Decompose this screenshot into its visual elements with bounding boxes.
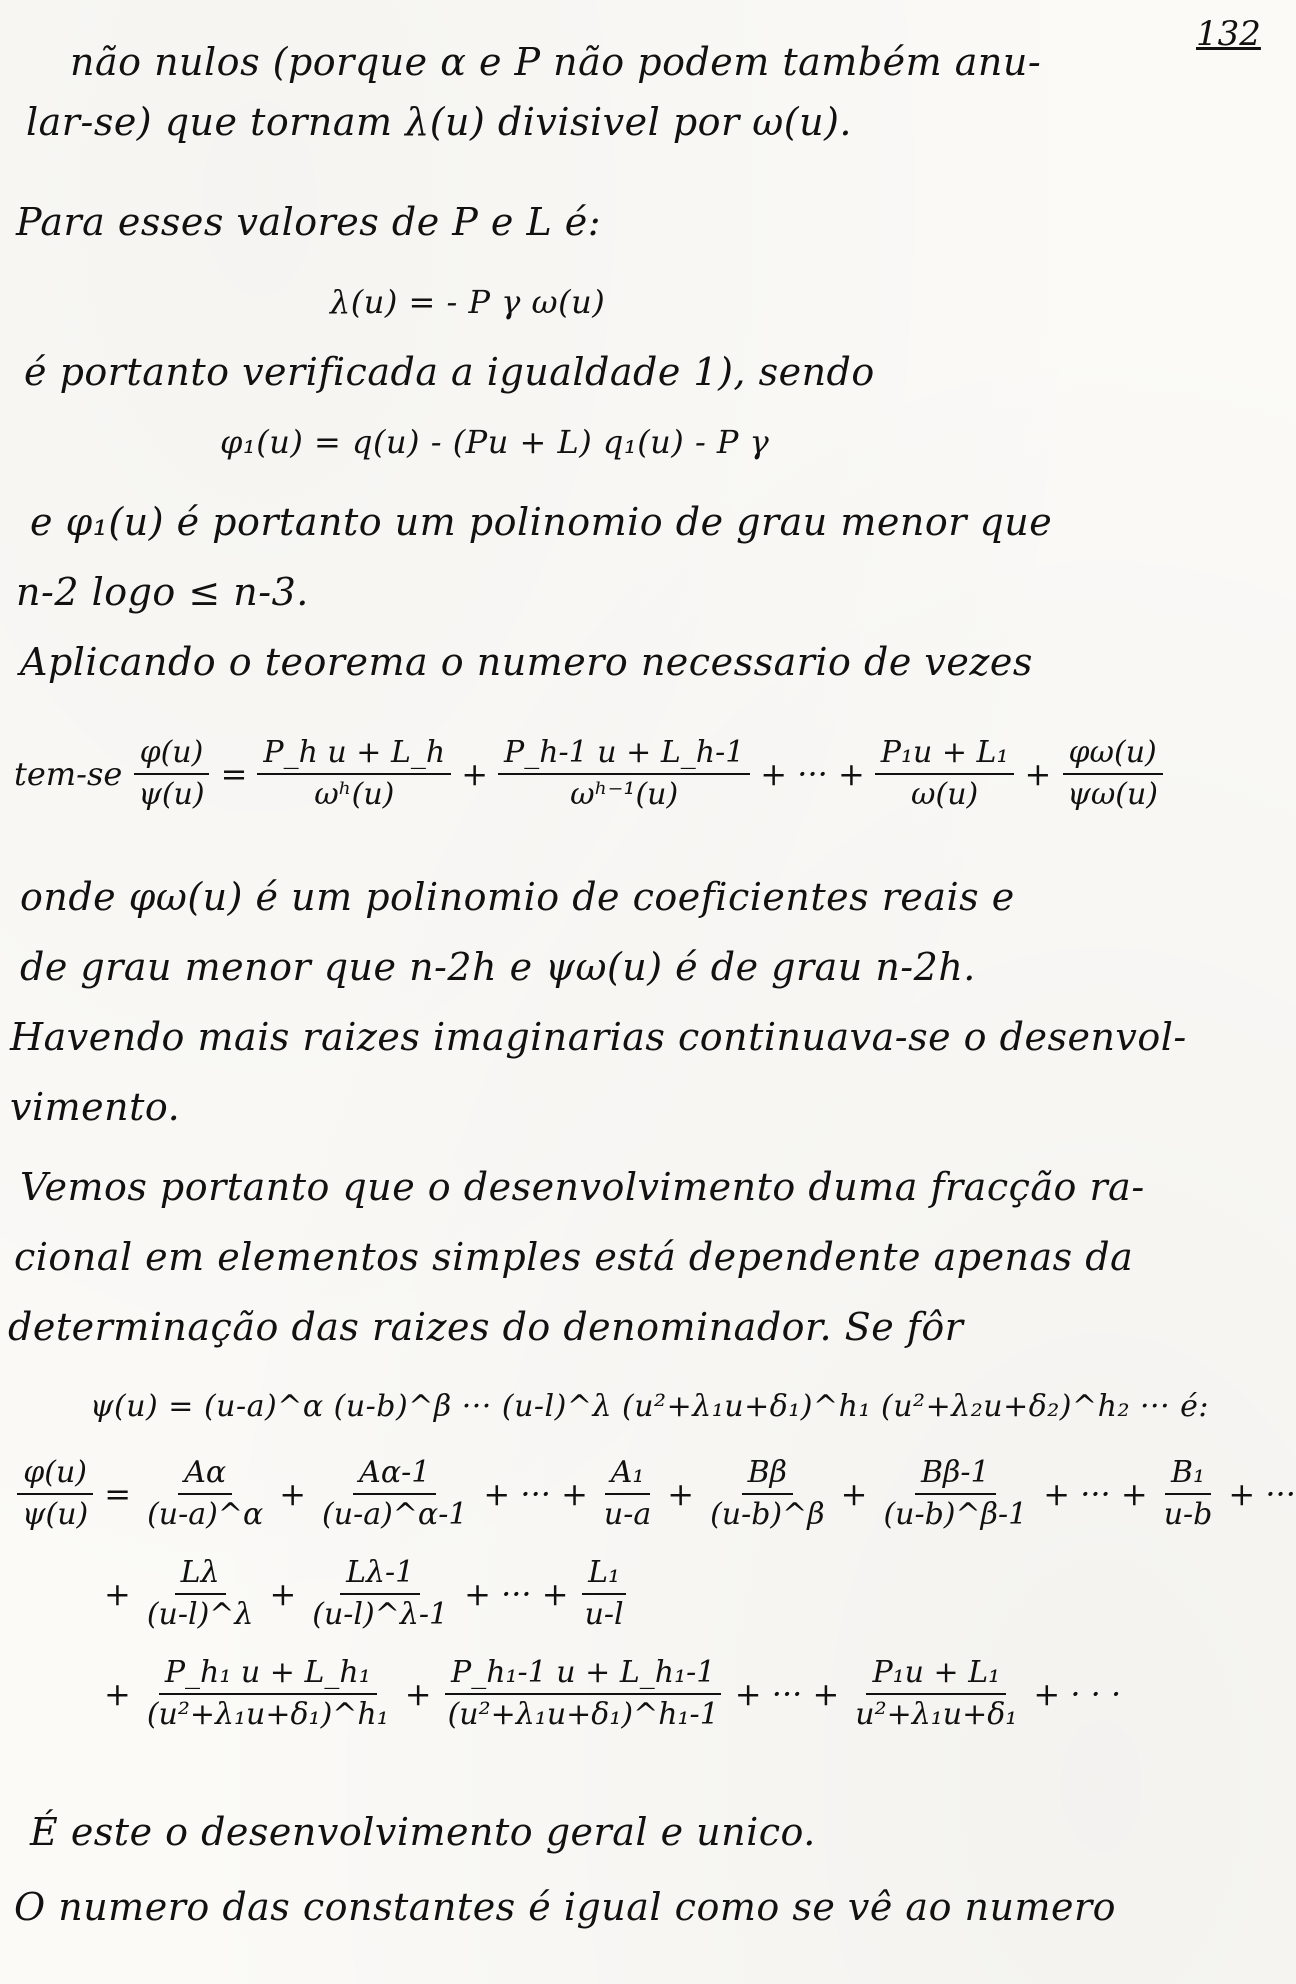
denominator: u-l	[584, 1597, 624, 1632]
denominator: (u-a)^α-1	[322, 1497, 468, 1532]
fraction	[141, 1455, 269, 1533]
fraction	[704, 1455, 831, 1533]
equation-decomposition-row3	[100, 1655, 1125, 1733]
numerator: P_h-1 u + L_h-1	[498, 735, 750, 775]
numerator: φ(u)	[17, 1455, 93, 1495]
numerator: P₁u + L₁	[875, 735, 1015, 775]
lead-word: tem-se	[14, 755, 123, 793]
numerator: φ(u)	[134, 735, 210, 775]
plus-sign: +	[279, 1475, 307, 1513]
equals-sign: =	[220, 755, 248, 793]
text-line-9: Aplicando o teorema o numero necessario de vezes	[20, 640, 1033, 684]
plus-sign: +	[404, 1675, 432, 1713]
text-line-15: cional em elementos simples está dependente apenas da	[14, 1235, 1134, 1279]
ellipsis: + ··· +	[464, 1575, 569, 1613]
fraction	[498, 735, 750, 813]
plus-sign: +	[461, 755, 489, 793]
denominator: ψ(u)	[22, 1497, 89, 1532]
text-line-1: não nulos (porque α e P não podem também anu-	[70, 40, 1042, 84]
numerator: φω(u)	[1063, 735, 1163, 775]
denominator: ω(u)	[911, 777, 979, 812]
numerator: A₁	[605, 1455, 651, 1495]
fraction	[306, 1555, 454, 1633]
denominator: ωʰ⁻¹(u)	[570, 777, 679, 812]
denominator: (u-b)^β	[710, 1497, 825, 1532]
equation-lambda: λ(u) = - P γ ω(u)	[330, 283, 606, 321]
fraction	[877, 1455, 1033, 1533]
numerator: L₁	[582, 1555, 626, 1595]
plus-sign: +	[840, 1475, 868, 1513]
numerator: B₁	[1165, 1455, 1211, 1495]
fraction	[16, 1455, 94, 1533]
denominator: u²+λ₁u+δ₁	[855, 1697, 1018, 1732]
denominator: (u²+λ₁u+δ₁)^h₁	[146, 1697, 389, 1732]
ellipsis: + ··· +	[483, 1475, 588, 1513]
equation-psi-factorization: ψ(u) = (u-a)^α (u-b)^β ··· (u-l)^λ (u²+λ₁u+δ₁)^h₁ (u²+λ₂u+δ₂)^h₂ ··· é:	[90, 1389, 1210, 1424]
fraction	[598, 1455, 657, 1533]
denominator: (u-a)^α	[147, 1497, 264, 1532]
ellipsis: + ··· +	[1043, 1475, 1148, 1513]
text-line-2: lar-se) que tornam λ(u) divisivel por ω(u).	[26, 100, 852, 144]
fraction	[579, 1555, 630, 1633]
denominator: u-b	[1163, 1497, 1213, 1532]
fraction	[132, 735, 210, 813]
fraction	[257, 735, 451, 813]
numerator: Bβ-1	[915, 1455, 996, 1495]
text-line-7: e φ₁(u) é portanto um polinomio de grau menor que	[30, 500, 1053, 544]
denominator: ψω(u)	[1067, 777, 1159, 812]
denominator: (u-l)^λ-1	[312, 1597, 449, 1632]
ellipsis: + ··· +	[734, 1675, 840, 1713]
numerator: P₁u + L₁	[866, 1655, 1006, 1695]
text-line-18: É este o desenvolvimento geral e unico.	[30, 1810, 816, 1854]
text-line-11: de grau menor que n-2h e ψω(u) é de grau n-2h.	[20, 945, 976, 989]
text-line-10: onde φω(u) é um polinomio de coeficientes reais e	[20, 875, 1015, 919]
denominator: ωʰ(u)	[314, 777, 395, 812]
fraction	[316, 1455, 473, 1533]
numerator: P_h u + L_h	[257, 735, 451, 775]
text-line-19: O numero das constantes é igual como se vê ao numero	[14, 1885, 1117, 1929]
denominator: (u-b)^β-1	[883, 1497, 1028, 1532]
numerator: P_h₁-1 u + L_h₁-1	[445, 1655, 721, 1695]
fraction	[875, 735, 1015, 813]
equation-phi1: φ₁(u) = q(u) - (Pu + L) q₁(u) - P γ	[220, 423, 770, 461]
numerator: Lλ-1	[340, 1555, 420, 1595]
text-line-13: vimento.	[10, 1085, 181, 1129]
fraction	[141, 1655, 395, 1733]
numerator: Bβ	[742, 1455, 793, 1495]
plus-sign: +	[667, 1475, 695, 1513]
numerator: Lλ	[175, 1555, 226, 1595]
denominator: u-a	[603, 1497, 652, 1532]
denominator: (u²+λ₁u+δ₁)^h₁-1	[447, 1697, 719, 1732]
plus-sign: +	[104, 1675, 131, 1713]
ellipsis: + ···	[1228, 1475, 1296, 1513]
plus-sign: +	[269, 1575, 297, 1613]
ellipsis: + · · ·	[1033, 1675, 1122, 1713]
page-number: 132	[1196, 14, 1261, 54]
equation-decomposition-omega	[10, 735, 1170, 813]
plus-sign: +	[104, 1575, 131, 1613]
ellipsis: + ··· +	[760, 755, 865, 793]
text-line-14: Vemos portanto que o desenvolvimento duma fracção ra-	[20, 1165, 1145, 1209]
numerator: P_h₁ u + L_h₁	[159, 1655, 377, 1695]
denominator: (u-l)^λ	[146, 1597, 254, 1632]
text-line-3: Para esses valores de P e L é:	[16, 200, 602, 244]
text-line-16: determinação das raizes do denominador. Se fôr	[8, 1305, 964, 1349]
equation-decomposition-row1	[10, 1455, 1296, 1533]
fraction	[442, 1655, 725, 1733]
numerator: Aα-1	[353, 1455, 436, 1495]
text-line-8: n-2 logo ≤ n-3.	[16, 570, 309, 614]
equation-decomposition-row2	[100, 1555, 636, 1633]
fraction	[1158, 1455, 1219, 1533]
fraction	[849, 1655, 1023, 1733]
fraction	[1061, 735, 1164, 813]
numerator: Aα	[178, 1455, 232, 1495]
plus-sign: +	[1024, 755, 1052, 793]
text-line-5: é portanto verificada a igualdade 1), sendo	[24, 350, 875, 394]
denominator: ψ(u)	[138, 777, 205, 812]
fraction	[141, 1555, 260, 1633]
equals-sign: =	[104, 1475, 132, 1513]
text-line-12: Havendo mais raizes imaginarias continuava-se o desenvol-	[10, 1015, 1187, 1059]
